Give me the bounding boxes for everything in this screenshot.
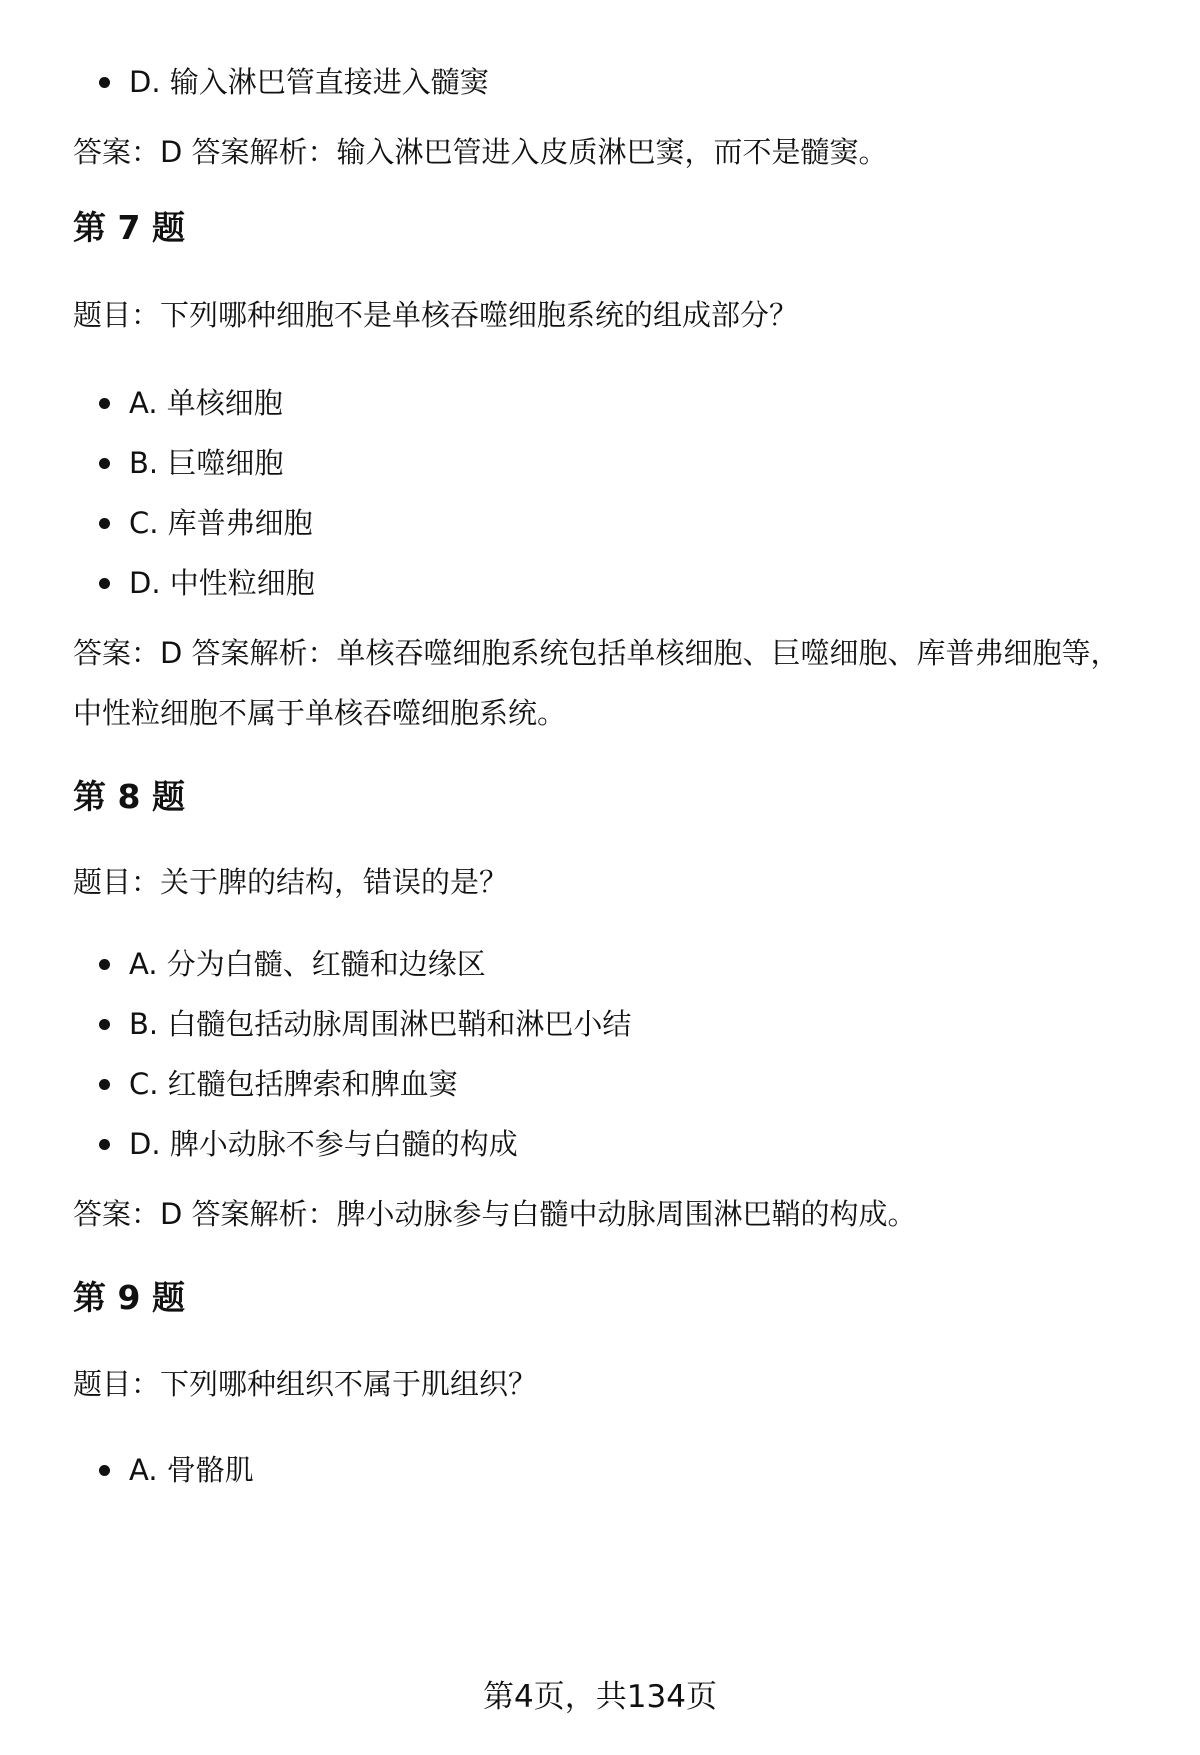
q8-option-a: A. 分为白髓、红髓和边缘区 [73,944,1143,984]
page-footer: 第4页，共134页 [483,1679,717,1715]
page-content [73,62,1143,1510]
q7-option-c: C. 库普弗细胞 [73,503,1143,543]
q8-option-c: C. 红髓包括脾索和脾血窦 [73,1064,1143,1104]
q8-option-b: B. 白髓包括动脉周围淋巴鞘和淋巴小结 [73,1004,1143,1044]
q7-option-a: A. 单核细胞 [73,383,1143,423]
q8-heading: 第 8 题 [73,777,185,816]
q9-option-a: A. 骨骼肌 [73,1450,1143,1490]
q7-heading: 第 7 题 [73,208,185,247]
q7-option-d: D. 中性粒细胞 [73,563,1143,603]
q6-option-d: D. 输入淋巴管直接进入髓窦 [73,62,1143,102]
q7-question: 题目：下列哪种细胞不是单核吞噬细胞系统的组成部分？ [73,298,799,332]
q6-options [73,62,1143,102]
q8-option-d: D. 脾小动脉不参与白髓的构成 [73,1124,1143,1164]
q9-heading: 第 9 题 [73,1278,185,1317]
q8-options [73,944,1143,1164]
q9-question: 题目：下列哪种组织不属于肌组织？ [73,1367,538,1401]
q7-option-b: B. 巨噬细胞 [73,443,1143,483]
q6-answer: 答案：D 答案解析：输入淋巴管进入皮质淋巴窦，而不是髓窦。 [73,135,888,169]
q7-options [73,383,1143,603]
q7-answer-line2: 中性粒细胞不属于单核吞噬细胞系统。 [73,696,567,730]
q8-answer: 答案：D 答案解析：脾小动脉参与白髓中动脉周围淋巴鞘的构成。 [73,1197,917,1231]
q9-options [73,1450,1143,1490]
q7-answer-line1: 答案：D 答案解析：单核吞噬细胞系统包括单核细胞、巨噬细胞、库普弗细胞等， [73,636,1120,670]
q8-question: 题目：关于脾的结构，错误的是？ [73,865,509,899]
